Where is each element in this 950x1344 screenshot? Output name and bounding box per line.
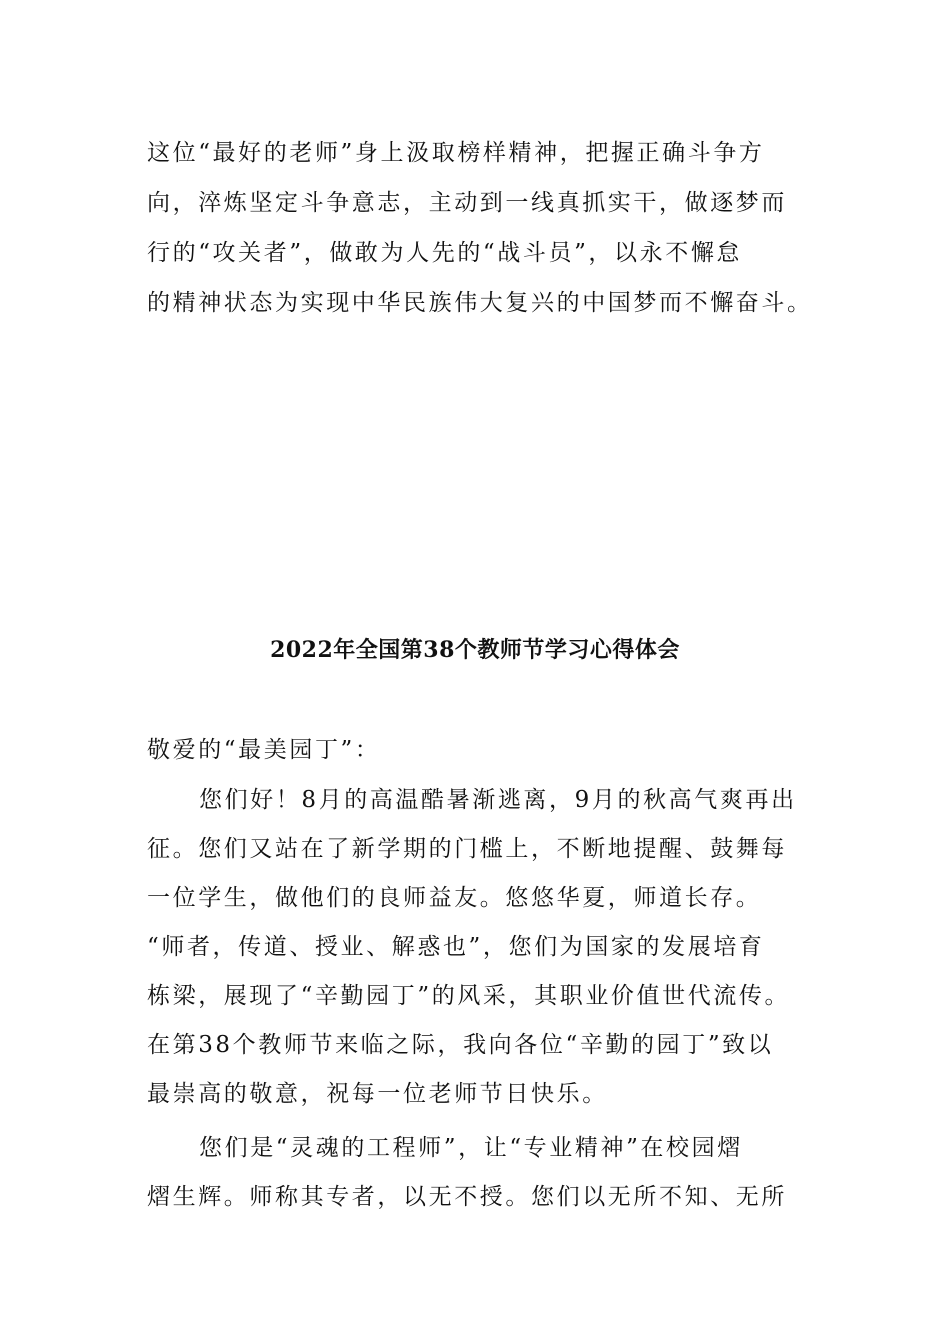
text-line: 这位“最好的老师”身上汲取榜样精神，把握正确斗争方 — [147, 140, 765, 166]
text-line: 征。您们又站在了新学期的门槛上，不断地提醒、鼓舞每 — [147, 836, 787, 862]
text-line: 您们是“灵魂的工程师”，让“专业精神”在校园熠 — [199, 1135, 743, 1161]
text-line: 向，淬炼坚定斗争意志，主动到一线真抓实干，做逐梦而 — [147, 190, 787, 216]
text-line: 的精神状态为实现中华民族伟大复兴的中国梦而不懈奋斗。 — [147, 290, 813, 316]
text-line: 行的“攻关者”，做敢为人先的“战斗员”，以永不懈怠 — [147, 240, 743, 266]
text-line: “师者，传道、授业、解惑也”，您们为国家的发展培育 — [147, 934, 765, 960]
text-line: 您们好！8月的高温酷暑渐逃离，9月的秋高气爽再出 — [199, 787, 797, 813]
article-title: 2022年全国第38个教师节学习心得体会 — [270, 637, 680, 663]
text-line: 在第38个教师节来临之际，我向各位“辛勤的园丁”致以 — [147, 1032, 774, 1058]
text-line: 栋梁，展现了“辛勤园丁”的风采，其职业价值世代流传。 — [147, 983, 791, 1009]
text-line: 熠生辉。师称其专者，以无不授。您们以无所不知、无所 — [147, 1184, 787, 1210]
text-line: 最崇高的敬意，祝每一位老师节日快乐。 — [147, 1081, 608, 1107]
salutation: 敬爱的“最美园丁”： — [147, 737, 381, 763]
text-line: 一位学生，做他们的良师益友。悠悠华夏，师道长存。 — [147, 885, 762, 911]
